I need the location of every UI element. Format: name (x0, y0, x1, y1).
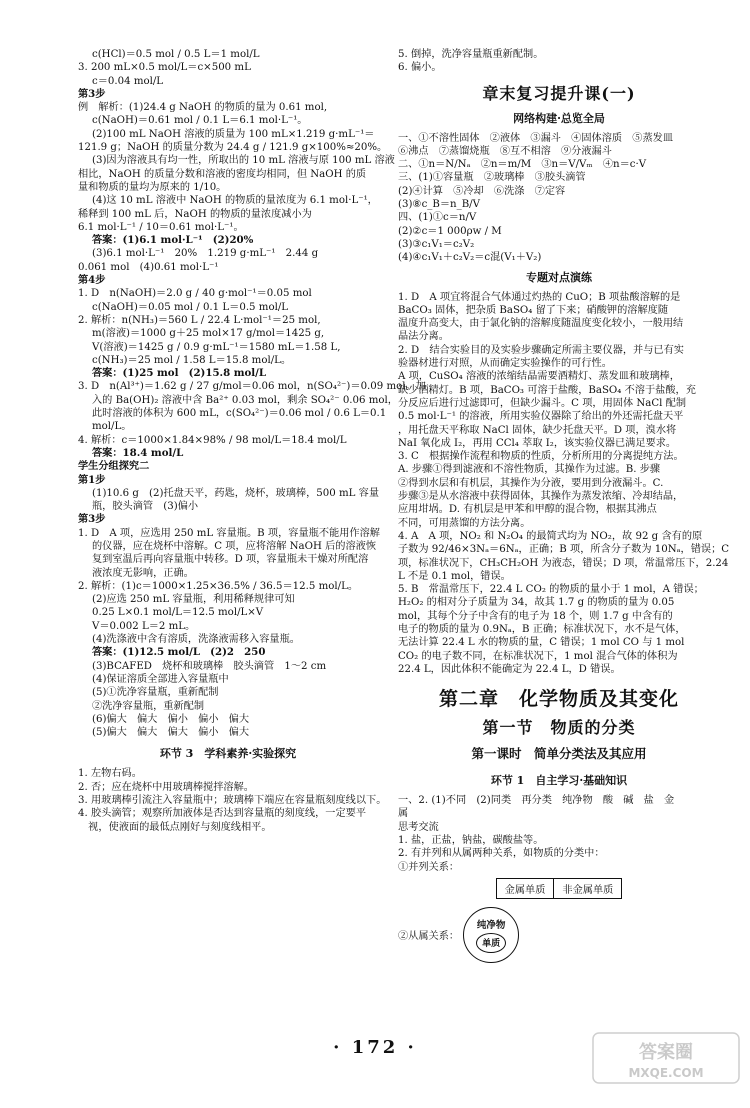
answer-line: 3. D n(Al³⁺)＝1.62 g / 27 g/mol＝0.06 mol，n(SO₄²⁻)＝0.09 mol。加 (78, 381, 426, 393)
network-line: (3)⑧c_B＝n_B/V (398, 199, 480, 211)
bottom-lines (398, 794, 720, 874)
element-substance-label: 单质 (476, 933, 506, 953)
experiment-line: 4. 胶头滴管；观察所加液体是否达到容量瓶的刻度线，一定要平 (78, 808, 367, 820)
network-line: (3)③c₁V₁＝c₂V₂ (398, 238, 475, 250)
answer-line: (4)洗涤液中含有溶质，洗涤液需移入容量瓶。 (92, 634, 300, 646)
section-title: 第一节 物质的分类 (482, 718, 636, 738)
experiment-line: 3. 用玻璃棒引流注入容量瓶中；玻璃棒下端应在容量瓶刻度线以下。 (78, 795, 387, 807)
answer-line: 0.25 L×0.1 mol/L＝12.5 mol/L×V (92, 607, 264, 619)
answer-line: 答案：(1)25 mol (2)15.8 mol/L (92, 367, 267, 380)
answer-line: 2. 解析：(1)c＝1000×1.25×36.5% / 36.5＝12.5 mol/L。 (78, 580, 359, 592)
answer-line: c(NaOH)＝0.05 mol / 0.1 L＝0.5 mol/L (92, 301, 289, 313)
knowledge-line: ①并列关系： (398, 861, 460, 873)
network-line: 二、①n＝N/Nₐ ②n＝m/M ③n＝V/Vₘ ④n＝c·V (398, 159, 647, 171)
left-huanjie3-heading: 环节 3 学科素养·实验探究 (159, 747, 297, 761)
practice-heading: 专题对点演练 (526, 270, 592, 284)
practice-line: NaI 氧化成 I₂，再用 CCl₄ 萃取 I₂，该实验仪器已满足要求。 (398, 437, 677, 449)
practice-line: BaCO₃ 固体，把杂质 BaSO₄ 留了下来；硝酸钾的溶解度随 (398, 304, 669, 316)
knowledge-line: 一、2. (1)不同 (2)同类 再分类 纯净物 酸 碱 盐 金 (398, 795, 675, 807)
metal-element-box: 金属单质 (496, 878, 555, 899)
pure-substance-label: 纯净物 (476, 919, 506, 931)
network-lines (398, 132, 720, 265)
answer-line: 121.9 g；NaOH 的质量分数为 24.4 g / 121.9 g×100%≈20%。 (78, 142, 388, 154)
practice-line: 不同，可用蒸馏的方法分离。 (398, 517, 531, 529)
answer-line: 液浓度无影响，正确。 (92, 567, 194, 579)
practice-line: H₂O₂ 的相对分子质量为 34，故其 1.7 g 的物质的量为 0.05 (398, 597, 675, 609)
practice-line: 步骤③是从水溶液中获得固体，其操作为蒸发浓缩、冷却结晶， (398, 491, 684, 503)
answer-line: 第4步 (78, 274, 106, 287)
answer-line: (1)10.6 g (2)托盘天平，药匙，烧杯，玻璃棒，500 mL 容量 (92, 487, 380, 499)
chapter-title: 第二章 化学物质及其变化 (438, 688, 679, 711)
practice-line: 无法计算 22.4 L 水的物质的量，C 错误；1 mol CO 与 1 mol (398, 637, 685, 649)
practice-line: 子数为 92/46×3Nₐ＝6Nₐ，正确；B 项，所含分子数为 10Nₐ，错误；C (398, 544, 730, 556)
answer-line: 的仪器，应在烧杯中溶解。C 项，应将溶解 NaOH 后的溶液恢 (92, 540, 377, 552)
practice-line: 晶法分离。 (398, 331, 449, 343)
answer-line: 第3步 (78, 513, 106, 526)
practice-line: CO₂ 的电子数不同，在标准状况下，1 mol 混合气体的体积为 (398, 650, 678, 662)
answer-line: 3. 200 mL×0.5 mol/L＝c×500 mL (78, 62, 251, 74)
answer-line: c(HCl)＝0.5 mol / 0.5 L＝1 mol/L (92, 49, 260, 60)
answer-line: (5)偏大 偏大 偏大 偏小 偏大 (92, 727, 250, 739)
practice-line: ②得到水层和有机层，其操作为分液，要用到分液漏斗。C. (398, 477, 664, 489)
answer-line: 4. 解析：c＝1000×1.84×98% / 98 mol/L＝18.4 mol/L (78, 434, 347, 446)
page-number: · 172 · (333, 1037, 417, 1058)
answer-line: 第1步 (78, 473, 106, 486)
network-line: (2)②c＝1 000ρw / M (398, 225, 502, 237)
answer-line: (6)偏大 偏大 偏小 偏小 偏大 (92, 713, 250, 725)
answer-line: 此时溶液的体积为 600 mL，c(SO₄²⁻)＝0.06 mol / 0.6 L＝0.1 (92, 408, 387, 420)
nonmetal-element-box: 非金属单质 (554, 878, 622, 899)
answer-line: 入的 Ba(OH)₂ 溶液中含 Ba²⁺ 0.03 mol，剩余 SO₄²⁻ 0.06 mol， (92, 394, 398, 406)
answer-line: 例 解析：(1)24.4 g NaOH 的物质的量为 0.61 mol, (78, 102, 328, 114)
left-tail-lines (78, 767, 387, 833)
knowledge-line: 属 (398, 808, 409, 820)
answer-line: ②洗净容量瓶，重新配制 (92, 700, 205, 712)
practice-line: 0.5 mol·L⁻¹ 的溶液，所用实验仪器除了给出的外还需托盘天平 (398, 411, 684, 423)
answer-line: 答案：18.4 mol/L (92, 446, 184, 459)
practice-line: 缺少酒精灯。B 项，BaCO₃ 可溶于盐酸，BaSO₄ 不溶于盐酸，充 (398, 384, 696, 396)
practice-lines (398, 291, 730, 677)
answer-line: (2)应选 250 mL 容量瓶，利用稀释规律可知 (92, 594, 295, 606)
practice-line: 1. D A 项宜将混合气体通过灼热的 CuO；B 项盐酸溶解的是 (398, 291, 681, 303)
answer-line: c(NaOH)＝0.61 mol / 0.1 L＝6.1 mol·L⁻¹。 (92, 115, 308, 127)
network-line: (4)④c₁V₁＋c₂V₂＝c混(V₁＋V₂) (398, 252, 542, 264)
network-line: ⑥沸点 ⑦蒸馏烧瓶 ⑧互不相溶 ⑨分液漏斗 (398, 145, 612, 157)
review-title: 章末复习提升课(一) (482, 83, 636, 103)
huanjie1-heading: 环节 1 自主学习·基础知识 (490, 774, 628, 788)
answer-line: 6. 偏小。 (398, 62, 442, 74)
answer-line: 5. 倒掉，洗净容量瓶重新配制。 (398, 49, 544, 60)
answer-line: 第3步 (78, 87, 106, 100)
answer-line: 量和物质的量均为原来的 1/10。 (78, 181, 227, 193)
answer-line: mol/L。 (92, 421, 132, 433)
practice-line: 分反应后进行过滤即可，但缺少漏斗。C 项，用固体 NaCl 配制 (398, 397, 687, 409)
network-line: 三、(1)①容量瓶 ②玻璃棒 ③胶头滴管 (398, 172, 586, 184)
experiment-line: 视，使液面的最低点刚好与刻度线相平。 (78, 821, 272, 833)
knowledge-line: 思考交流 (398, 821, 439, 833)
watermark-url: MXQE.COM (628, 1066, 704, 1080)
knowledge-line: 1. 盐，正盐，钠盐，碳酸盐等。 (398, 835, 544, 847)
answer-line: (2)100 mL NaOH 溶液的质量为 100 mL×1.219 g·mL⁻¹＝ (92, 128, 375, 140)
parallel-relation-diagram (398, 878, 720, 899)
answer-line: (5)①洗净容量瓶，重新配制 (92, 687, 219, 699)
answer-line: c(NH₃)＝25 mol / 1.58 L＝15.8 mol/L。 (92, 354, 292, 366)
answer-line: 6.1 mol·L⁻¹ / 10＝0.61 mol·L⁻¹。 (78, 221, 244, 233)
answer-line: 复到室温后再向容量瓶中转移。D 项，容量瓶未干燥对所配溶 (92, 554, 369, 566)
answer-line: (3)BCAFED 烧杯和玻璃棒 胶头滴管 1～2 cm (92, 660, 327, 672)
experiment-line: 1. 左物右码。 (78, 768, 142, 780)
answer-line: 答案：(1)6.1 mol·L⁻¹ (2)20% (92, 234, 254, 247)
practice-line: 22.4 L，因此体积不能确定为 22.4 L，D 错误。 (398, 663, 621, 675)
practice-line: 电子的物质的量为 0.9Nₐ，B 正确；标准状况下，水不是气体， (398, 623, 686, 635)
answer-line: c＝0.04 mol/L (92, 75, 164, 87)
practice-line: 项，标准状况下，CH₃CH₂OH 为液态，错误；D 项，常温常压下，2.24 (398, 557, 729, 569)
experiment-line: 2. 否；应在烧杯中用玻璃棒搅拌溶解。 (78, 781, 254, 793)
network-line: 四、(1)①c＝n/V (398, 212, 477, 224)
practice-line: 5. B 常温常压下，22.4 L CO₂ 的物质的量小于 1 mol，A 错误； (398, 584, 704, 596)
network-heading: 网络构建·总览全局 (513, 111, 605, 125)
practice-line: 2. D 结合实验目的及实验步骤确定所需主要仪器，并与已有实 (398, 344, 684, 356)
practice-line: 验器材进行对照，从而确定实验操作的可行性。 (398, 358, 612, 370)
practice-line: 4. A A 项，NO₂ 和 N₂O₄ 的最简式均为 NO₂，故 92 g 含有的原 (398, 530, 703, 542)
right-column (398, 0, 730, 1108)
pure-substance-circle (463, 907, 519, 963)
practice-line: A. 步骤①得到滤液和不溶性物质，其操作为过滤。B. 步骤 (398, 464, 661, 476)
network-line: 一、①不溶性固体 ②液体 ③漏斗 ④固体溶质 ⑤蒸发皿 (398, 132, 674, 144)
answer-line: 瓶，胶头滴管 (3)偏小 (92, 501, 199, 513)
answer-line: 学生分组探究二 (78, 460, 150, 473)
answer-line: (4)保证溶质全部进入容量瓶中 (92, 673, 229, 685)
answer-line: m(溶液)＝1000 g＋25 mol×17 g/mol＝1425 g, (92, 328, 325, 340)
answer-line: 相比，NaOH 的质量分数和溶液的密度均相同，但 NaOH 的质 (78, 168, 367, 180)
knowledge-line: 2. 有并列和从属两种关系，如物质的分类中： (398, 848, 605, 860)
answer-line: 2. 解析：n(NH₃)＝560 L / 22.4 L·mol⁻¹＝25 mol, (78, 314, 321, 326)
subordinate-label: ②从属关系： (398, 931, 460, 943)
answer-line: (3)6.1 mol·L⁻¹ 20% 1.219 g·mL⁻¹ 2.44 g (92, 248, 319, 260)
practice-line: 应用坩埚。D. 有机层是甲苯和甲醇的混合物，根据其沸点 (398, 504, 657, 516)
answer-line: 稀释到 100 mL 后，NaOH 的物质的量浓度减小为 (78, 208, 312, 220)
practice-line: 3. C 根据操作流程和物质的性质，分析所用的分离提纯方法。 (398, 451, 684, 463)
practice-line: 温度升高变大，由于氯化钠的溶解度随温度变化较小，一般用结 (398, 318, 684, 330)
practice-line: mol，其每个分子中含有的电子为 18 个，则 1.7 g 中含有的 (398, 610, 673, 622)
answer-line: 答案：(1)12.5 mol/L (2)2 250 (92, 646, 266, 659)
answer-line: 1. D A 项，应选用 250 mL 容量瓶。B 项，容量瓶不能用作溶解 (78, 527, 380, 539)
answer-line: 0.061 mol (4)0.61 mol·L⁻¹ (78, 261, 219, 273)
network-line: (2)④计算 ⑤冷却 ⑥洗涤 ⑦定容 (398, 185, 566, 197)
watermark-logo (592, 1032, 740, 1084)
answer-line: V＝0.002 L＝2 mL。 (92, 620, 196, 632)
practice-line: ，用托盘天平称取 NaCl 固体，缺少托盘天平。D 项，溴水将 (398, 424, 677, 436)
practice-line: A 项，CuSO₄ 溶液的浓缩结晶需要酒精灯、蒸发皿和玻璃棒， (398, 371, 680, 383)
answer-line: 1. D n(NaOH)＝2.0 g / 40 g·mol⁻¹＝0.05 mol (78, 288, 312, 300)
answer-line: (4)这 10 mL 溶液中 NaOH 的物质的量浓度为 6.1 mol·L⁻¹， (92, 195, 378, 207)
watermark-text: 答案圈 (639, 1042, 693, 1063)
answer-line: (3)因为溶液具有均一性，所取出的 10 mL 溶液与原 100 mL 溶液 (92, 155, 395, 167)
right-top-lines (398, 48, 720, 75)
lesson-title: 第一课时 简单分类法及其应用 (471, 746, 647, 762)
subordinate-relation-row (398, 907, 720, 963)
answer-line: V(溶液)＝1425 g / 0.9 g·mL⁻¹＝1580 mL＝1.58 L, (92, 341, 341, 353)
practice-line: L 不是 0.1 mol，错误。 (398, 570, 511, 582)
